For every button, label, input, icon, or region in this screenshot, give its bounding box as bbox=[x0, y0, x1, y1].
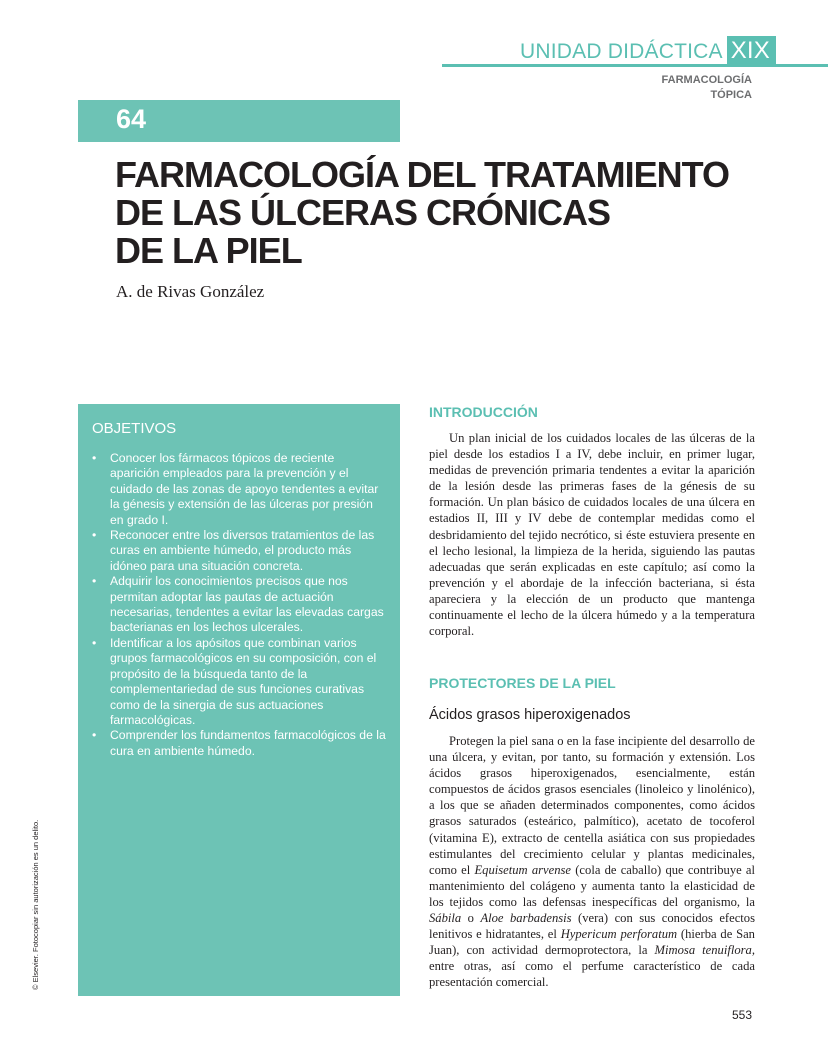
objectives-title: OBJETIVOS bbox=[92, 420, 177, 437]
unit-number: XIX bbox=[727, 36, 776, 66]
objectives-list bbox=[92, 451, 386, 759]
objective-item: • Conocer los fármacos tópicos de reciente aparición empleados para la prevención y el cuidado de las zonas de apoyo tendentes a evitar la génesis y extensión de las úlceras por presión en grado I. bbox=[108, 451, 386, 528]
acids-paragraph-block bbox=[429, 733, 755, 991]
acids-subheading: Ácidos grasos hiperoxigenados bbox=[429, 707, 631, 723]
intro-paragraph-block bbox=[429, 430, 755, 639]
copyright-side-note: © Elsevier. Fotocopiar sin autorización es un delito. bbox=[31, 819, 40, 990]
chapter-title-line: DE LA PIEL bbox=[115, 230, 302, 271]
chapter-title-line: FARMACOLOGÍA DEL TRATAMIENTO bbox=[115, 154, 729, 195]
author: A. de Rivas González bbox=[116, 282, 265, 301]
intro-heading: INTRODUCCIÓN bbox=[429, 404, 538, 420]
acids-paragraph: Protegen la piel sana o en la fase incipiente del desarrollo de una úlcera, y evitan, por tanto, su formación y extensión. Los ácidos grasos hiperoxigenados, esencialmente, están compuestos de ácidos grasos esenciales (linoleico y linolénico), a los que se añaden determinados componentes, como ácidos grasos saturados (esteárico, palmítico), acetato de tocoferol (vitamina E), extracto de centella asiática con sus propiedades estimulantes del crecimiento celular y plantas medicinales, como el Equisetum arvense (cola de caballo) que contribuye al mantenimiento del colágeno y aumenta tanto la elasticidad de los tejidos como las defensas inespecíficas del organismo, la Sábila o Aloe barbadensis (vera) con sus conocidos efectos lenitivos e hidratantes, el Hypericum perforatum (hierba de San Juan), con actividad dermoprotectora, la Mimosa tenuiflora, entre otras, así como el perfume característico de cada presentación comercial. bbox=[429, 734, 755, 990]
protectors-heading: PROTECTORES DE LA PIEL bbox=[429, 675, 616, 691]
objective-item: • Identificar a los apósitos que combinan varios grupos farmacológicos en su composición, con el propósito de la búsqueda tanto de la complementariedad de sus funciones curativas como de la sinergia de sus actuaciones farmacológicas. bbox=[108, 636, 386, 728]
chapter-number: 64 bbox=[116, 104, 147, 134]
objectives-box bbox=[78, 404, 400, 996]
intro-paragraph: Un plan inicial de los cuidados locales de las úlceras de la piel desde los estadios I a IV, debe incluir, en primer lugar, medidas de prevención primaria tendentes a evitar la aparición de la lesión desde las primeras fases de la génesis de su formación. Un plan básico de cuidados locales de una úlcera en estadios II, III y IV debe de contemplar medidas como el desbridamiento del tejido necrótico, si éste estuviera presente en el lecho lesional, la limpieza de la herida, siguiendo las pautas adecuadas que serán explicadas en este capítulo; así como la prevención y el abordaje de la infección bacteriana, si ésta apareciera y la elección de un producto que mantenga continuamente el lecho de la úlcera húmedo y a la temperatura corporal. bbox=[429, 431, 755, 639]
chapter-title-line: DE LAS ÚLCERAS CRÓNICAS bbox=[115, 192, 611, 233]
unit-rule bbox=[442, 64, 828, 67]
section-label bbox=[662, 73, 752, 103]
page-number: 553 bbox=[731, 1008, 752, 1022]
section-label-line2: TÓPICA bbox=[710, 89, 752, 101]
unit-label: UNIDAD DIDÁCTICA bbox=[520, 40, 723, 63]
chapter-title bbox=[115, 156, 775, 270]
chapter-number-bar bbox=[78, 100, 400, 142]
objective-item: • Adquirir los conocimientos precisos que nos permitan adoptar las pautas de actuación necesarias, tendentes a evitar las elevadas cargas bacterianas en los lechos ulcerales. bbox=[108, 574, 386, 636]
objective-item: • Comprender los fundamentos farmacológicos de la cura en ambiente húmedo. bbox=[108, 728, 386, 759]
unit-header bbox=[520, 36, 776, 66]
section-label-line1: FARMACOLOGÍA bbox=[661, 74, 752, 86]
objective-item: • Reconocer entre los diversos tratamientos de las curas en ambiente húmedo, el producto más idóneo para una situación concreta. bbox=[108, 528, 386, 574]
